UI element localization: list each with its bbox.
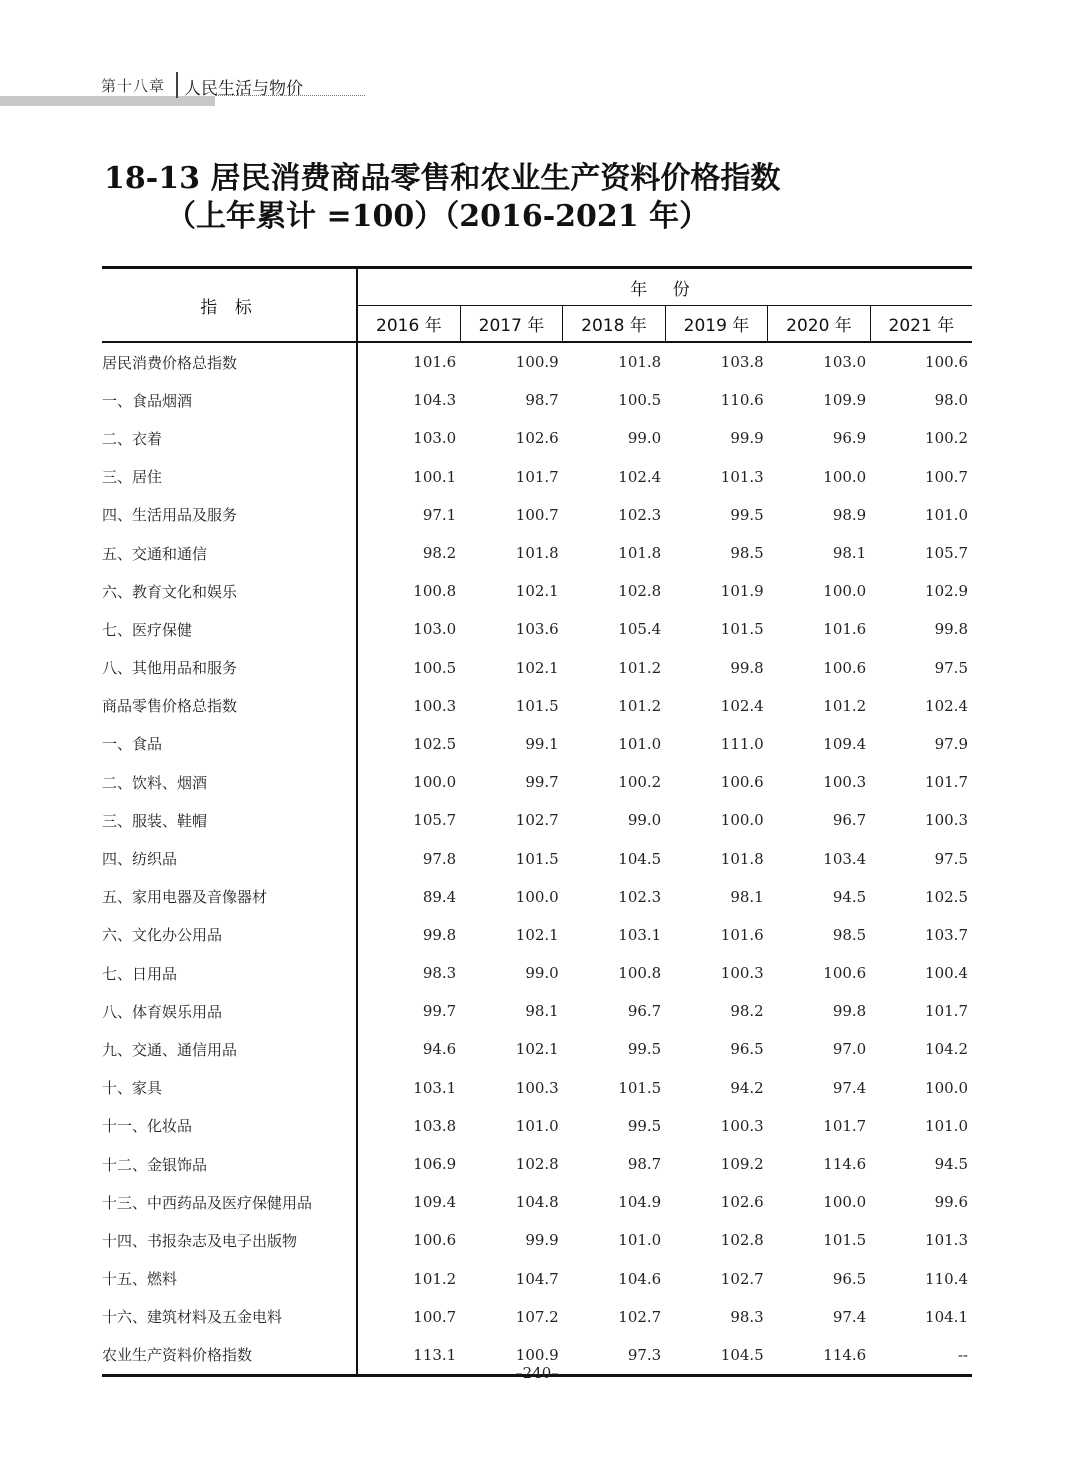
row-label: 六、教育文化和娱乐 [102,572,357,610]
value-cell: 104.9 [618,1193,662,1212]
value-cell: 98.1 [832,544,867,563]
value-cell: 109.2 [720,1155,764,1174]
value-cell: 100.3 [823,773,867,792]
value-cell: 101.3 [925,1231,968,1250]
value-cell: 107.2 [515,1307,559,1326]
value-cell: 103.8 [413,1116,457,1135]
value-cell: 109.4 [823,734,867,753]
table-row [102,725,972,763]
value-cell: 101.5 [515,696,559,715]
table-row [102,839,972,877]
value-cell: 102.7 [720,1269,764,1288]
value-cell: 111.0 [720,734,764,753]
value-cell: 96.5 [832,1269,867,1288]
value-cell: 103.0 [413,620,457,639]
value-cell: 102.8 [618,582,662,601]
chapter-separator [176,72,178,98]
value-cell: 94.5 [934,1155,968,1174]
value-cell: 104.5 [665,1336,768,1376]
value-cell: 101.5 [823,1231,867,1250]
row-label: 十四、书报杂志及电子出版物 [102,1221,357,1259]
value-cell: 101.0 [925,1116,968,1135]
value-cell: 102.4 [618,467,662,486]
table-body [102,342,972,1376]
table-row [102,572,972,610]
year-header: 年 份 [357,268,972,306]
table-row [102,610,972,648]
value-cell: 101.8 [720,849,764,868]
value-cell: 99.8 [934,620,968,639]
value-cell: 105.4 [618,620,662,639]
value-cell: 99.8 [422,925,457,944]
row-label: 九、交通、通信用品 [102,1030,357,1068]
row-label: 一、食品烟酒 [102,381,357,419]
value-cell: 102.1 [515,1040,559,1059]
value-cell: 97.4 [832,1078,867,1097]
value-cell: 100.0 [823,467,867,486]
value-cell: 104.3 [413,391,457,410]
value-cell: 101.0 [618,1231,662,1250]
value-cell: 100.0 [515,887,559,906]
value-cell: 99.9 [730,429,764,448]
value-cell: 102.1 [515,582,559,601]
row-label: 八、其他用品和服务 [102,649,357,687]
value-cell: 104.2 [925,1040,968,1059]
row-label: 五、家用电器及音像器材 [102,878,357,916]
table-row [102,763,972,801]
row-label: 农业生产资料价格指数 [102,1336,357,1376]
value-cell: 101.0 [925,505,968,524]
value-cell: 103.4 [823,849,867,868]
value-cell: 101.7 [925,773,968,792]
value-cell: 102.1 [515,658,559,677]
table-row [102,1030,972,1068]
value-cell: 100.6 [413,1231,457,1250]
value-cell: 106.9 [413,1155,457,1174]
value-cell: 100.2 [618,773,662,792]
value-cell: 102.4 [720,696,764,715]
row-label: 四、纺织品 [102,839,357,877]
value-cell: 99.8 [730,658,764,677]
row-label: 十五、燃料 [102,1260,357,1298]
value-cell: 100.8 [413,582,457,601]
value-cell: 97.8 [422,849,457,868]
value-cell: 102.4 [925,696,968,715]
value-cell: 101.2 [618,658,662,677]
value-cell: 104.7 [515,1269,559,1288]
value-cell: 99.0 [525,964,559,983]
value-cell: 100.0 [823,582,867,601]
header-dotted-rule [215,95,365,96]
value-cell: 100.0 [925,1078,968,1097]
row-label: 三、居住 [102,458,357,496]
value-cell: 101.8 [618,544,662,563]
value-cell: 101.5 [618,1078,662,1097]
value-cell: 99.5 [627,1116,662,1135]
value-cell: 101.9 [720,582,764,601]
value-cell: 109.4 [413,1193,457,1212]
table-row [102,878,972,916]
value-cell: 101.2 [823,696,867,715]
table-row [102,458,972,496]
row-label: 十一、化妆品 [102,1107,357,1145]
value-cell: 99.0 [627,429,662,448]
table-row [102,1260,972,1298]
value-cell: 102.8 [515,1155,559,1174]
value-cell: 99.6 [934,1193,968,1212]
value-cell: 98.3 [422,964,457,983]
value-cell: 97.3 [563,1336,666,1376]
value-cell: 94.5 [832,887,867,906]
table-row [102,419,972,457]
value-cell: 98.3 [730,1307,764,1326]
value-cell: 100.0 [823,1193,867,1212]
table-row [102,687,972,725]
value-cell: 98.2 [730,1002,764,1021]
value-cell: 109.9 [823,391,867,410]
table-row [102,992,972,1030]
value-cell: 100.6 [823,964,867,983]
table-row [102,954,972,992]
value-cell: 101.8 [618,353,662,372]
value-cell: 98.5 [730,544,764,563]
value-cell: 100.3 [720,1116,764,1135]
value-cell: 97.4 [832,1307,867,1326]
value-cell: 100.3 [515,1078,559,1097]
value-cell: 100.1 [413,467,457,486]
value-cell: 100.6 [823,658,867,677]
value-cell: 100.9 [515,353,559,372]
value-cell: 100.5 [618,391,662,410]
value-cell: 104.5 [618,849,662,868]
value-cell: 100.6 [925,353,968,372]
value-cell: 101.0 [618,734,662,753]
value-cell: 100.0 [720,811,764,830]
table-row [102,381,972,419]
value-cell: 113.1 [357,1336,460,1376]
value-cell: 100.7 [413,1307,457,1326]
price-index-table [102,266,972,1377]
table-row [102,1145,972,1183]
value-cell: 101.5 [515,849,559,868]
row-label: 十、家具 [102,1069,357,1107]
value-cell: 105.7 [413,811,457,830]
row-label: 十二、金银饰品 [102,1145,357,1183]
value-cell: 101.3 [720,467,764,486]
value-cell: 89.4 [422,887,457,906]
value-cell: 101.2 [618,696,662,715]
value-cell: 110.4 [925,1269,968,1288]
value-cell: 97.5 [934,658,968,677]
value-cell: 99.8 [832,1002,867,1021]
value-cell: 99.5 [730,505,764,524]
row-label: 七、日用品 [102,954,357,992]
value-cell: -- [870,1336,972,1376]
value-cell: 101.6 [720,925,764,944]
value-cell: 110.6 [720,391,764,410]
row-label: 七、医疗保健 [102,610,357,648]
table-row [102,342,972,381]
value-cell: 105.7 [925,544,968,563]
value-cell: 99.7 [525,773,559,792]
value-cell: 102.8 [720,1231,764,1250]
value-cell: 99.9 [525,1231,559,1250]
table-row [102,801,972,839]
table-title-line1: 18-13 居民消费商品零售和农业生产资料价格指数 [104,161,781,196]
value-cell: 100.8 [618,964,662,983]
row-label: 二、饮料、烟酒 [102,763,357,801]
value-cell: 103.1 [618,925,662,944]
value-cell: 100.3 [925,811,968,830]
value-cell: 98.2 [422,544,457,563]
value-cell: 100.3 [413,696,457,715]
value-cell: 98.1 [730,887,764,906]
table-row [102,1298,972,1336]
year-col-header: 2020 年 [768,306,871,343]
chapter-label: 第十八章 [100,76,165,95]
value-cell: 100.2 [925,429,968,448]
value-cell: 99.1 [525,734,559,753]
value-cell: 102.6 [720,1193,764,1212]
row-label: 居民消费价格总指数 [102,342,357,381]
value-cell: 100.4 [925,964,968,983]
value-cell: 102.3 [618,887,662,906]
value-cell: 100.7 [515,505,559,524]
row-label: 三、服装、鞋帽 [102,801,357,839]
year-col-header: 2016 年 [357,306,460,343]
value-cell: 102.5 [925,887,968,906]
value-cell: 103.0 [413,429,457,448]
value-cell: 97.5 [934,849,968,868]
table-row [102,1183,972,1221]
value-cell: 98.0 [934,391,968,410]
table-title-line2: （上年累计 =100）（2016-2021 年） [166,199,710,234]
row-label: 商品零售价格总指数 [102,687,357,725]
value-cell: 100.7 [925,467,968,486]
value-cell: 102.1 [515,925,559,944]
value-cell: 102.3 [618,505,662,524]
value-cell: 97.0 [832,1040,867,1059]
value-cell: 98.1 [525,1002,559,1021]
value-cell: 102.7 [618,1307,662,1326]
value-cell: 101.7 [823,1116,867,1135]
value-cell: 103.8 [720,353,764,372]
table-title [104,160,780,236]
value-cell: 97.9 [934,734,968,753]
value-cell: 102.6 [515,429,559,448]
value-cell: 104.8 [515,1193,559,1212]
row-label: 六、文化办公用品 [102,916,357,954]
value-cell: 96.5 [730,1040,764,1059]
table-row [102,534,972,572]
value-cell: 99.0 [627,811,662,830]
value-cell: 103.1 [413,1078,457,1097]
value-cell: 103.7 [925,925,968,944]
value-cell: 101.6 [413,353,457,372]
value-cell: 104.6 [618,1269,662,1288]
value-cell: 94.6 [422,1040,457,1059]
value-cell: 102.7 [515,811,559,830]
value-cell: 101.2 [413,1269,457,1288]
value-cell: 114.6 [768,1336,871,1376]
table-row [102,1221,972,1259]
value-cell: 100.9 [460,1336,563,1376]
value-cell: 102.9 [925,582,968,601]
value-cell: 96.7 [832,811,867,830]
value-cell: 101.6 [823,620,867,639]
value-cell: 99.7 [422,1002,457,1021]
value-cell: 100.5 [413,658,457,677]
value-cell: 102.5 [413,734,457,753]
row-label: 十六、建筑材料及五金电料 [102,1298,357,1336]
year-col-header: 2021 年 [870,306,972,343]
row-label: 十三、中西药品及医疗保健用品 [102,1183,357,1221]
value-cell: 103.6 [515,620,559,639]
value-cell: 98.7 [525,391,559,410]
value-cell: 98.9 [832,505,867,524]
value-cell: 104.1 [925,1307,968,1326]
value-cell: 96.7 [627,1002,662,1021]
value-cell: 94.2 [730,1078,764,1097]
row-label: 八、体育娱乐用品 [102,992,357,1030]
value-cell: 100.3 [720,964,764,983]
page-number: –240– [515,1364,559,1382]
chapter-title: 人民生活与物价 [184,79,303,99]
value-cell: 99.5 [627,1040,662,1059]
value-cell: 101.0 [515,1116,559,1135]
value-cell: 101.8 [515,544,559,563]
row-label: 一、食品 [102,725,357,763]
year-col-header: 2019 年 [665,306,768,343]
indicator-header: 指 标 [102,268,357,343]
value-cell: 98.5 [832,925,867,944]
table-row [102,1107,972,1145]
value-cell: 100.6 [720,773,764,792]
year-col-header: 2018 年 [563,306,666,343]
value-cell: 101.7 [925,1002,968,1021]
value-cell: 98.7 [627,1155,662,1174]
value-cell: 101.7 [515,467,559,486]
table-row [102,1069,972,1107]
row-label: 四、生活用品及服务 [102,496,357,534]
value-cell: 114.6 [823,1155,867,1174]
table-row [102,496,972,534]
value-cell: 100.0 [413,773,457,792]
table-row [102,916,972,954]
value-cell: 96.9 [832,429,867,448]
value-cell: 97.1 [422,505,457,524]
row-label: 二、衣着 [102,419,357,457]
value-cell: 103.0 [823,353,867,372]
value-cell: 101.5 [720,620,764,639]
year-col-header: 2017 年 [460,306,563,343]
table-row [102,649,972,687]
row-label: 五、交通和通信 [102,534,357,572]
